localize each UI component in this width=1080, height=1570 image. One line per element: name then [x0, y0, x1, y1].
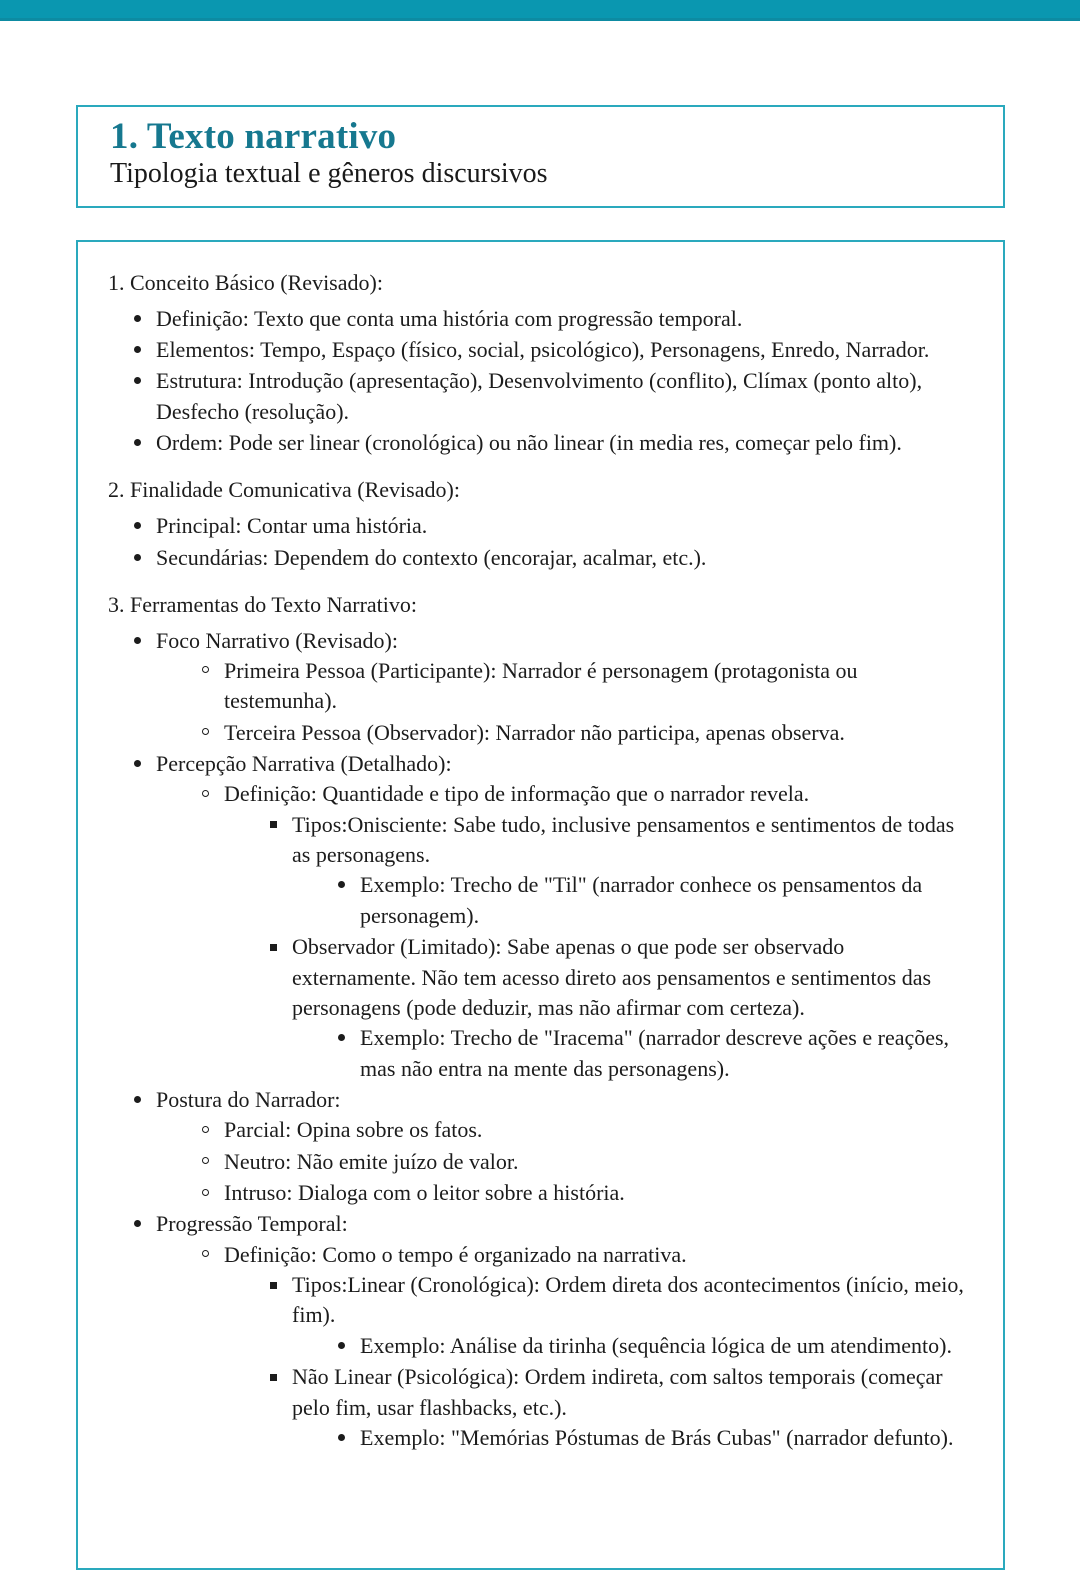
list-item-label: Não Linear (Psicológica): Ordem indireta, com saltos temporais (começar pelo fim, usar flashbacks, etc.).: [292, 1364, 943, 1420]
postura-sublist: [194, 1115, 973, 1208]
list-item-progressao-temporal: [126, 1209, 973, 1453]
list-item: [126, 366, 973, 427]
list-item: [126, 335, 973, 365]
bullet-circle-icon: [202, 728, 209, 735]
list-item-label: Tipos:Onisciente: Sabe tudo, inclusive pensamentos e sentimentos de todas as personagens.: [292, 811, 955, 868]
list-item-label: Estrutura: Introdução (apresentação), Desenvolvimento (conflito), Clímax (ponto alto), Desfecho (resolução).: [156, 368, 923, 424]
list-item-label: Parcial: Opina sobre os fatos.: [224, 1117, 483, 1143]
bullet-disc-icon: [134, 1220, 141, 1227]
list-item-label: Foco Narrativo (Revisado):: [156, 627, 398, 653]
section-2-list: [126, 511, 973, 573]
bullet-disc-icon: [134, 522, 141, 529]
list-item: [262, 1362, 973, 1453]
list-item-label: Secundárias: Dependem do contexto (encorajar, acalmar, etc.).: [156, 544, 707, 570]
list-item-label: Primeira Pessoa (Participante): Narrador é personagem (protagonista ou testemunha).: [224, 657, 858, 714]
bullet-square-icon: [270, 1282, 277, 1289]
bullet-circle-icon: [202, 790, 209, 797]
list-item: [126, 428, 973, 458]
list-item-label: Exemplo: Análise da tirinha (sequência lógica de um atendimento).: [360, 1332, 952, 1358]
list-item: [126, 543, 973, 573]
section-heading-2: 2. Finalidade Comunicativa (Revisado):: [108, 477, 460, 503]
foco-sublist: [194, 656, 973, 748]
list-item-label: Neutro: Não emite juízo de valor.: [224, 1148, 519, 1174]
bullet-circle-icon: [202, 1126, 209, 1133]
percepcao-tipo-1-example-list: [330, 1023, 973, 1084]
bullet-disc-icon: [338, 1034, 345, 1041]
list-item: [126, 304, 973, 334]
list-item-label: Principal: Contar uma história.: [156, 513, 428, 539]
top-accent-bar: [0, 0, 1080, 21]
list-item-label: Definição: Texto que conta uma história com progressão temporal.: [156, 305, 743, 331]
document-header-box: [76, 105, 1005, 208]
list-item-label: Percepção Narrativa (Detalhado):: [156, 751, 452, 777]
percepcao-sublist: [194, 779, 973, 1084]
list-item-label: Elementos: Tempo, Espaço (físico, social, psicológico), Personagens, Enredo, Narrador.: [156, 337, 930, 363]
list-item: [194, 779, 973, 1084]
bullet-square-icon: [270, 944, 277, 951]
bullet-disc-icon: [134, 377, 141, 384]
bullet-circle-icon: [202, 1250, 209, 1257]
bullet-disc-icon: [338, 1434, 345, 1441]
list-item: [330, 1023, 973, 1084]
bullet-square-icon: [270, 1374, 277, 1381]
list-item-label: Intruso: Dialoga com o leitor sobre a história.: [224, 1180, 625, 1206]
progressao-sublist: [194, 1240, 973, 1454]
list-item-label: Observador (Limitado): Sabe apenas o que pode ser observado externamente. Não tem acesso direto aos pensamentos e sentimentos das personagens (pode deduzir, mas não afirmar com certeza).: [292, 934, 932, 1020]
list-item-label: Postura do Narrador:: [156, 1086, 341, 1112]
bullet-circle-icon: [202, 1189, 209, 1196]
list-item: [194, 1115, 973, 1145]
list-item-percepcao-narrativa: [126, 749, 973, 1084]
bullet-disc-icon: [134, 760, 141, 767]
document-content-box: [76, 240, 1005, 1570]
list-item-label: Exemplo: Trecho de "Iracema" (narrador descreve ações e reações, mas não entra na mente das personagens).: [360, 1025, 950, 1081]
bullet-disc-icon: [134, 439, 141, 446]
section-3-list: [126, 626, 973, 1454]
page-title: 1. Texto narrativo: [110, 116, 397, 157]
section-1-list: [126, 304, 973, 459]
list-item-label: Tipos:Linear (Cronológica): Ordem direta dos acontecimentos (início, meio, fim).: [292, 1272, 964, 1328]
bullet-circle-icon: [202, 1157, 209, 1164]
list-item-foco-narrativo: [126, 626, 973, 748]
list-item-label: Exemplo: Trecho de "Til" (narrador conhece os pensamentos da personagem).: [360, 872, 923, 928]
progressao-tipo-0-example-list: [330, 1331, 973, 1361]
list-item-label: Terceira Pessoa (Observador): Narrador não participa, apenas observa.: [224, 719, 845, 745]
list-item-label: Progressão Temporal:: [156, 1211, 348, 1237]
percepcao-tipos-list: [262, 810, 973, 1084]
list-item: [194, 1147, 973, 1177]
list-item: [194, 718, 973, 748]
page-subtitle: Tipologia textual e gêneros discursivos: [110, 158, 548, 189]
section-heading-3: 3. Ferramentas do Texto Narrativo:: [108, 591, 418, 617]
section-heading-1: 1. Conceito Básico (Revisado):: [108, 270, 383, 295]
list-item-postura-narrador: [126, 1085, 973, 1208]
list-item: [126, 511, 973, 541]
bullet-disc-icon: [134, 637, 141, 644]
list-item: [262, 932, 973, 1084]
bullet-disc-icon: [338, 1342, 345, 1349]
list-item: [330, 1423, 973, 1453]
bullet-disc-icon: [134, 554, 141, 561]
list-item: [194, 656, 973, 717]
list-item-label: Definição: Quantidade e tipo de informação que o narrador revela.: [224, 781, 810, 807]
list-item: [194, 1240, 973, 1454]
progressao-tipos-list: [262, 1270, 973, 1453]
list-item: [262, 1270, 973, 1361]
progressao-tipo-1-example-list: [330, 1423, 973, 1453]
list-item-label: Definição: Como o tempo é organizado na narrativa.: [224, 1241, 687, 1267]
list-item-label: Exemplo: "Memórias Póstumas de Brás Cubas" (narrador defunto).: [360, 1424, 954, 1450]
bullet-square-icon: [270, 821, 277, 828]
bullet-disc-icon: [134, 1096, 141, 1103]
bullet-circle-icon: [202, 666, 209, 673]
list-item: [262, 810, 973, 931]
bullet-disc-icon: [338, 881, 345, 888]
list-item: [194, 1178, 973, 1208]
list-item: [330, 1331, 973, 1361]
list-item: [330, 870, 973, 931]
list-item-label: Ordem: Pode ser linear (cronológica) ou não linear (in media res, começar pelo fim).: [156, 430, 902, 456]
bullet-disc-icon: [134, 346, 141, 353]
bullet-disc-icon: [134, 315, 141, 322]
percepcao-tipo-0-example-list: [330, 870, 973, 931]
